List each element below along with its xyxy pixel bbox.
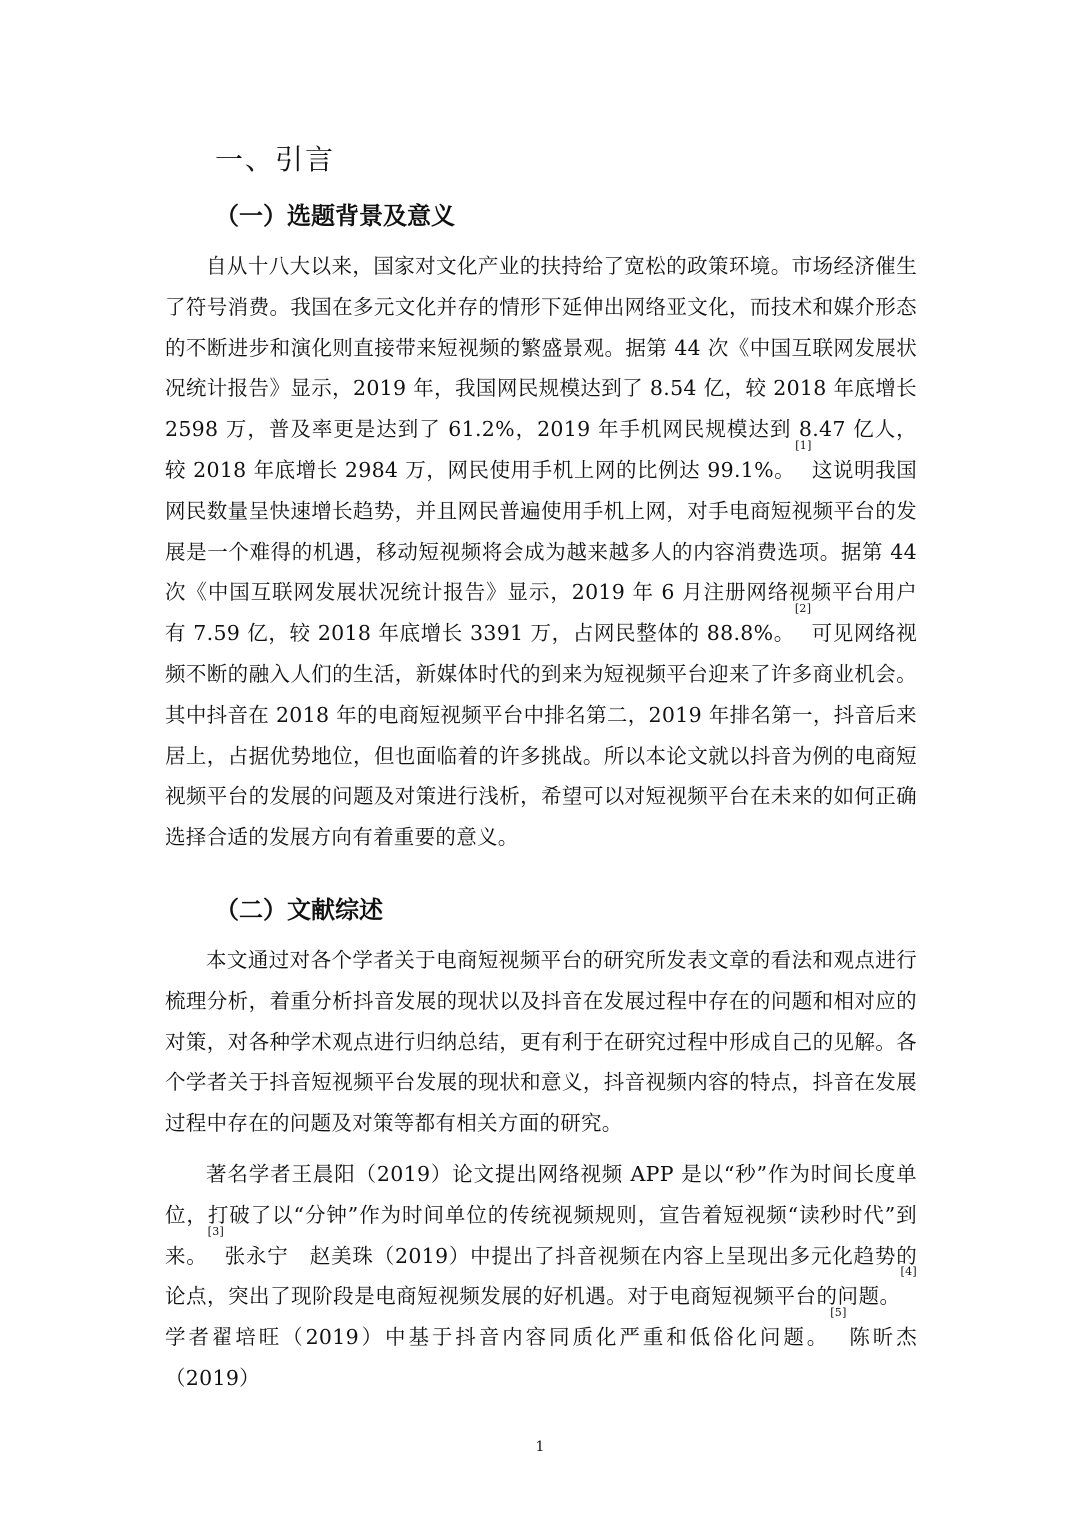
paragraph-text: 张永宁 赵美珠（2019）中提出了抖音视频在内容上呈现出多元化趋势的论点，突出了现阶段是电商短视频发展的好机遇。对于电商短视频平台的问题。	[165, 1243, 917, 1309]
paragraph-review-scholars	[165, 1154, 917, 1399]
citation-ref: [3]	[207, 1224, 225, 1238]
section-title-background: （一）选题背景及意义	[215, 202, 455, 230]
citation-ref: [2]	[794, 602, 812, 616]
page-number: 1	[535, 1439, 545, 1455]
citation-ref: [4]	[900, 1265, 917, 1279]
paragraph-text: 著名学者王晨阳（2019）论文提出网络视频 APP 是以“秒”作为时间长度单位，打破了以“分钟”作为时间单位的传统视频规则，宣告着短视频“读秒时代”到来。	[165, 1162, 917, 1268]
citation-ref: [5]	[830, 1306, 847, 1320]
paragraph-review-intro: 本文通过对各个学者关于电商短视频平台的研究所发表文章的看法和观点进行梳理分析，着重分析抖音发展的现状以及抖音在发展过程中存在的问题和相对应的对策，对各种学术观点进行归纳总结，更有利于在研究过程中形成自己的见解。各个学者关于抖音短视频平台发展的现状和意义，抖音视频内容的特点，抖音在发展过程中存在的问题及对策等都有相关方面的研究。	[165, 948, 917, 1136]
paragraph-text: 学者翟培旺（2019）中基于抖音内容同质化严重和低俗化问题。	[165, 1325, 831, 1350]
paragraph-text: 自从十八大以来，国家对文化产业的扶持给了宽松的政策环境。市场经济催生了符号消费。我国在多元文化并存的情形下延伸出网络亚文化，而技术和媒介形态的不断进步和演化则直接带来短视频的繁盛景观。据第 44 次《中国互联网发展状况统计报告》显示，2019 年，我国网民规模达到了 8.54 亿，较 2018 年底增长 2598 万，普及率更是达到了 61.2%，2019 年手机网民规模达到 8.47 亿人，较 2018 年底增长 2984 万，网民使用手机上网的比例达 99.1%。	[165, 254, 917, 482]
paragraph-background	[165, 246, 917, 858]
paragraph-text: 可见网络视频不断的融入人们的生活，新媒体时代的到来为短视频平台迎来了许多商业机会。其中抖音在 2018 年的电商短视频平台中排名第二，2019 年排名第一，抖音后来居上，占据优势地位，但也面临着的许多挑战。所以本论文就以抖音为例的电商短视频平台的发展的问题及对策进行浅析，希望可以对短视频平台在未来的如何正确选择合适的发展方向有着重要的意义。	[165, 621, 917, 850]
section-title-literature-review: （二）文献综述	[215, 896, 383, 924]
citation-ref: [1]	[795, 438, 812, 452]
chapter-heading: 一、引言	[215, 143, 336, 176]
paragraph-text: 陈昕杰（2019）	[165, 1325, 917, 1390]
paragraph-text: 这说明我国网民数量呈快速增长趋势，并且网民普遍使用手机上网，对手电商短视频平台的发展是一个难得的机遇，移动短视频将会成为越来越多人的内容消费选项。据第 44 次《中国互联网发展状况统计报告》显示，2019 年 6 月注册网络视频平台用户有 7.59 亿，较 2018 年底增长 3391 万，占网民整体的 88.8%。	[165, 457, 918, 646]
